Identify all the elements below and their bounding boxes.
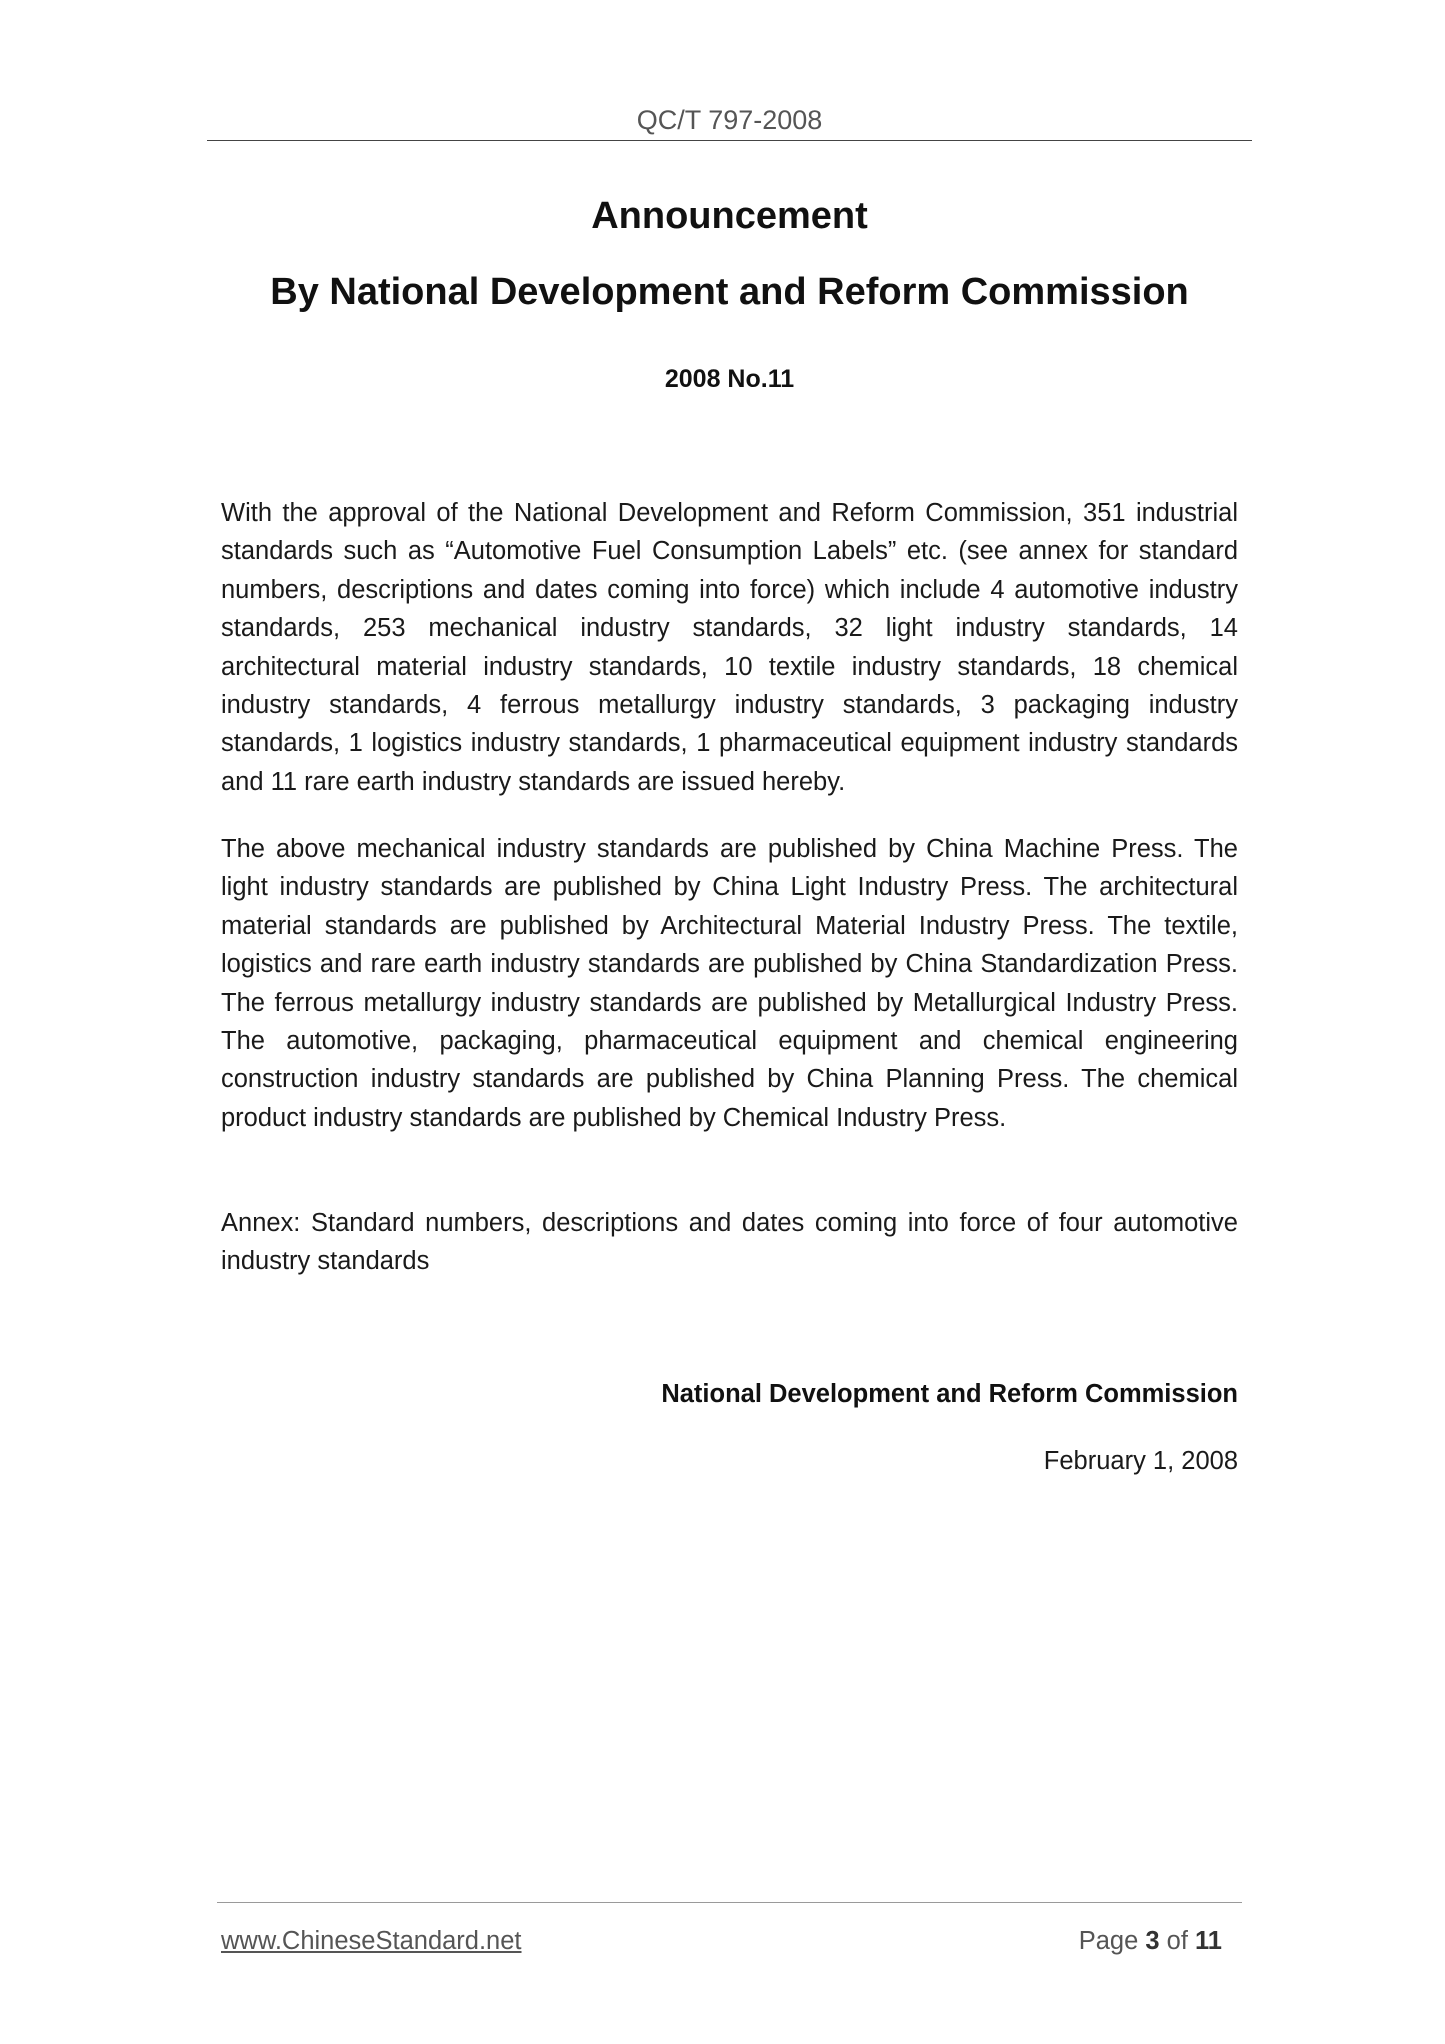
standard-code: QC/T 797-2008: [636, 105, 823, 135]
page-header: [207, 104, 1252, 141]
page-current: 3: [1145, 1927, 1160, 1955]
paragraph-approval: With the approval of the National Development and Reform Commission, 351 industrial standards such as “Automotive Fuel Consumption Labels” etc. (see annex for standard numbers, descriptions and dates coming into force) which include 4 automotive industry standards, 253 mechanical industry standards, 32 light industry standards, 14 architectural material industry standards, 10 textile industry standards, 18 chemical industry standards, 4 ferrous metallurgy industry standards, 3 packaging industry standards, 1 logistics industry standards, 1 pharmaceutical equipment industry standards and 11 rare earth industry standards are issued hereby.: [221, 499, 1238, 796]
document-subtitle: By National Development and Reform Commission: [270, 271, 1189, 313]
page-prefix: Page: [1078, 1927, 1139, 1955]
footer-divider: [217, 1902, 1242, 1903]
signature-organization: National Development and Reform Commission: [661, 1380, 1238, 1408]
announcement-number: 2008 No.11: [664, 365, 795, 393]
paragraph-publishers: The above mechanical industry standards are published by China Machine Press. The light industry standards are published by China Light Industry Press. The architectural material standards are published by Architectural Material Industry Press. The textile, logistics and rare earth industry standards are published by China Standardization Press. The ferrous metallurgy industry standards are published by Metallurgical Industry Press. The automotive, packaging, pharmaceutical equipment and chemical engineering construction industry standards are published by China Planning Press. The chemical product industry standards are published by Chemical Industry Press.: [221, 835, 1238, 1132]
signature-date: February 1, 2008: [1043, 1447, 1238, 1475]
website-link[interactable]: www.ChineseStandard.net: [221, 1927, 522, 1955]
paragraph-annex: Annex: Standard numbers, descriptions and dates coming into force of four automotive industry standards: [221, 1209, 1238, 1276]
page-of: of: [1166, 1927, 1188, 1955]
page-total: 11: [1195, 1927, 1222, 1955]
page-indicator: [1079, 1924, 1222, 1958]
document-title: Announcement: [591, 195, 868, 237]
